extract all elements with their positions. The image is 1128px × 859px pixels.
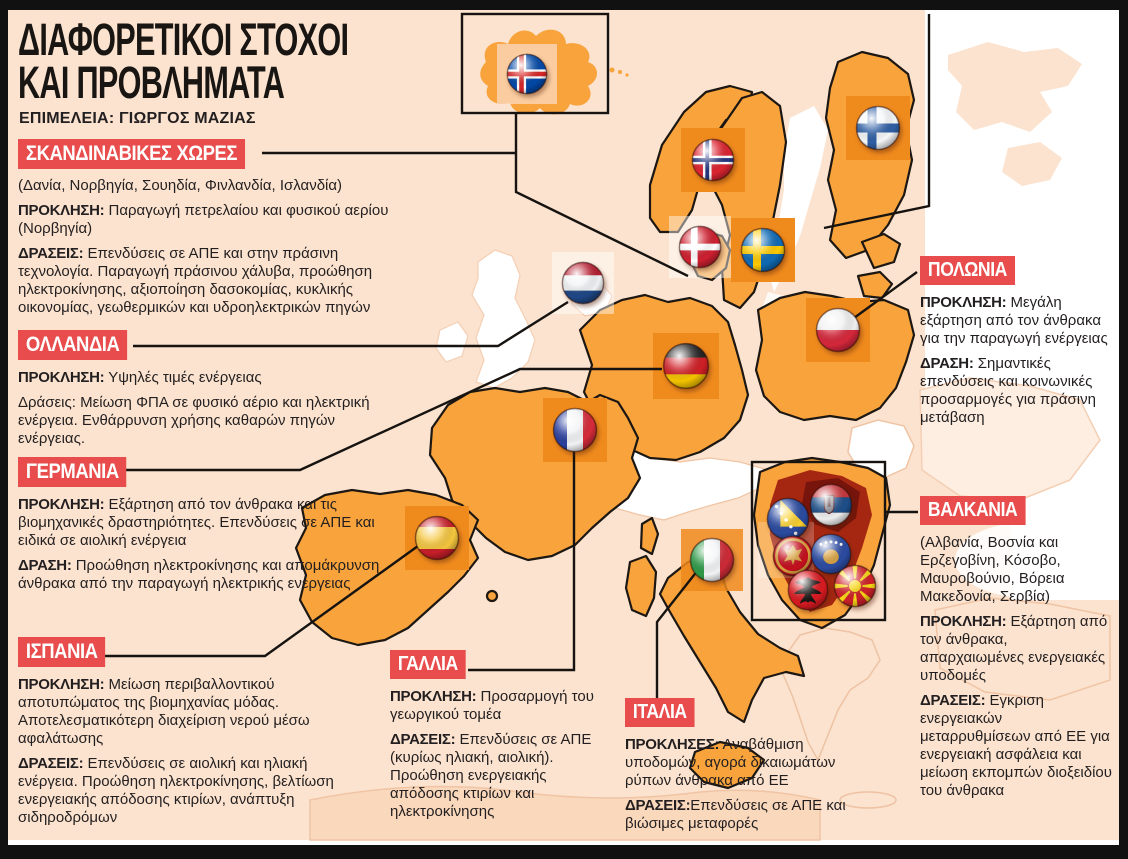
iceland-flag-icon [505, 52, 549, 96]
france-flag-icon [551, 406, 599, 454]
actions-text: Επενδύσεις σε ΑΠΕ και στην πράσινη τεχνολογία. Παραγωγή πράσινου χάλυβα, προώθηση ηλεκτροκίνησης, αξιοποίηση δασοκομίας, κυκλικής οικονομίας, γεωθερμικών και υδροηλεκτρικών πηγών [18, 245, 373, 316]
challenge-text: Υψηλές τιμές ενέργειας [108, 369, 262, 386]
country-list: (Δανία, Νορβηγία, Σουηδία, Φινλανδία, Ισλανδία) [18, 177, 343, 194]
section-germany [18, 457, 386, 600]
section-scandinavia [18, 139, 406, 324]
actions-line [390, 731, 608, 821]
section-label: ΙΤΑΛΙΑ [632, 701, 687, 723]
challenge-text: Παραγωγή πετρελαίου και φυσικού αερίου (Νορβηγία) [18, 202, 389, 237]
section-label: ΙΣΠΑΝΙΑ [25, 640, 98, 663]
section-label: ΓΕΡΜΑΝΙΑ [25, 460, 119, 483]
actions-label: ΔΡΑΣΕΙΣ: [18, 755, 84, 772]
actions-line [625, 797, 865, 833]
actions-text: Προώθηση ηλεκτροκίνησης και απομάκρυνση άνθρακα από την παραγωγή ηλεκτρικής ενέργειας [18, 557, 380, 592]
section-netherlands [18, 330, 378, 455]
challenge-text: Προσαρμογή του γεωργικού τομέα [390, 688, 594, 723]
finland-flag-icon [854, 104, 902, 152]
actions-label: ΔΡΑΣΕΙΣ: [625, 797, 691, 814]
section-balkans [920, 496, 1114, 807]
actions-text: Επενδύσεις σε ΑΠΕ (κυρίως ηλιακή, αιολική). Προώθηση ενεργειακής απόδοσης κτιρίων και ηλεκτροκίνησης [390, 731, 592, 820]
germany-flag-icon [661, 341, 711, 391]
frame-top [0, 0, 1128, 10]
section-header-scandinavia [18, 139, 245, 169]
challenge-label: ΠΡΟΚΛΗΣΕΣ: [625, 736, 720, 753]
challenge-text: Εξάρτηση από τον άνθρακα, απαρχαιωμένες ενεργειακές υποδομές [920, 613, 1108, 684]
challenge-label: ΠΡΟΚΛΗΣΗ: [390, 688, 477, 705]
challenge-label: ΠΡΟΚΛΗΣΗ: [920, 613, 1007, 630]
section-header-netherlands [18, 330, 127, 360]
actions-label: ΔΡΑΣΕΙΣ: [390, 731, 456, 748]
challenge-line [18, 369, 378, 387]
netherlands-flag-icon [560, 260, 606, 306]
challenge-text: Εξάρτηση από τον άνθρακα και τις βιομηχανικές δραστηριότητες. Επενδύσεις σε ΑΠΕ και ειδικά σε αιολική ενέργεια [18, 496, 375, 549]
section-italy [625, 698, 865, 840]
section-header-italy [625, 698, 695, 727]
challenge-line [18, 202, 406, 238]
serbia-flag-icon [808, 482, 854, 528]
challenge-text: Αναβάθμιση υποδομών, αγορά δικαιωμάτων ρύπων άνθρακα από ΕΕ [625, 736, 836, 789]
actions-line [18, 245, 406, 317]
section-header-germany [18, 457, 127, 487]
actions-text: Επενδύσεις σε αιολική και ηλιακή ενέργεια. Προώθηση ηλεκτροκίνησης, βελτίωση ενεργειακής απόδοσης κτιρίων, ανάπτυξη σιδηροδρόμων [18, 755, 334, 826]
actions-label: ΔΡΑΣΕΙΣ: [920, 692, 986, 709]
denmark-flag-icon [677, 224, 723, 270]
frame-right [1119, 0, 1128, 859]
italy-flag-icon [688, 536, 736, 584]
actions-line [18, 394, 378, 448]
challenge-label: ΠΡΟΚΛΗΣΗ: [920, 294, 1007, 311]
challenge-line [920, 613, 1114, 685]
page-title: ΔΙΑΦΟΡΕΤΙΚΟΙ ΣΤΟΧΟΙ ΚΑΙ ΠΡΟΒΛΗΜΑΤΑ [18, 14, 349, 108]
country-list: (Αλβανία, Βοσνία και Ερζεγοβίνη, Κόσοβο, Μαυροβούνιο, Βόρεια Μακεδονία, Σερβία) [920, 534, 1065, 605]
challenge-text: Μεγάλη εξάρτηση από τον άνθρακα για την παραγωγή ενέργειας [920, 294, 1108, 347]
actions-text: Εγκριση ενεργειακών μεταρρυθμίσεων από ΕΕ για ενεργειακή ασφάλεια και μείωση εκπομπών διοξειδίου του άνθρακα [920, 692, 1112, 799]
section-label: ΣΚΑΝΔΙΝΑΒΙΚΕΣ ΧΩΡΕΣ [25, 142, 238, 165]
actions-text: Μείωση ΦΠΑ σε φυσικό αέριο και ηλεκτρική ενέργεια. Ενθάρρυνση χρήσης καθαρών πηγών ενέργειας. [18, 394, 370, 447]
challenge-label: ΠΡΟΚΛΗΣΗ: [18, 202, 105, 219]
section-label: ΓΑΛΛΙΑ [397, 653, 458, 675]
challenge-text: Μείωση περιβαλλοντικού αποτυπώματος της βιομηχανίας μόδας. Αποτελεσματικότερη διαχείριση νερού μέσω αφαλάτωσης [18, 676, 310, 747]
section-label: ΠΟΛΩΝΙΑ [927, 259, 1007, 281]
section-spain [18, 637, 370, 834]
section-label: ΒΑΛΚΑΝΙΑ [927, 499, 1018, 521]
actions-line [920, 355, 1112, 427]
poland-flag-icon [814, 306, 862, 354]
frame-left [0, 0, 8, 859]
section-header-spain [18, 637, 106, 667]
north-macedonia-flag-icon [832, 563, 878, 609]
section-header-balkans [920, 496, 1025, 525]
challenge-line [390, 688, 608, 724]
spain-flag-icon [413, 514, 461, 562]
challenge-label: ΠΡΟΚΛΗΣΗ: [18, 496, 105, 513]
norway-flag-icon [690, 137, 736, 183]
actions-line [920, 692, 1114, 800]
section-header-poland [920, 256, 1015, 285]
sweden-flag-icon [739, 226, 787, 274]
actions-label: ΔΡΑΣΗ: [18, 557, 72, 574]
byline: ΕΠΙΜΕΛΕΙΑ: ΓΙΩΡΓΟΣ ΜΑΖΙΑΣ [19, 110, 256, 127]
challenge-line [625, 736, 865, 790]
actions-text: Επενδύσεις σε ΑΠΕ και βιώσιμες μεταφορές [625, 797, 846, 832]
actions-line [18, 755, 370, 827]
actions-label: ΔΡΑΣΗ: [920, 355, 974, 372]
section-label: ΟΛΛΑΝΔΙΑ [25, 333, 120, 356]
actions-line [18, 557, 386, 593]
challenge-line [18, 676, 370, 748]
albania-flag-icon [786, 568, 830, 612]
section-france [390, 650, 608, 828]
actions-label: ΔΡΑΣΕΙΣ: [18, 245, 84, 262]
section-poland [920, 256, 1112, 434]
challenge-label: ΠΡΟΚΛΗΣΗ: [18, 676, 105, 693]
challenge-line [920, 294, 1112, 348]
challenge-label: ΠΡΟΚΛΗΣΗ: [18, 369, 105, 386]
challenge-line [18, 496, 386, 550]
actions-text: Σημαντικές επενδύσεις και κοινωνικές προσαρμογές για πράσινη μετάβαση [920, 355, 1096, 426]
frame-bottom [0, 845, 1128, 859]
actions-label: Δράσεις: [18, 394, 76, 411]
section-header-france [390, 650, 466, 679]
